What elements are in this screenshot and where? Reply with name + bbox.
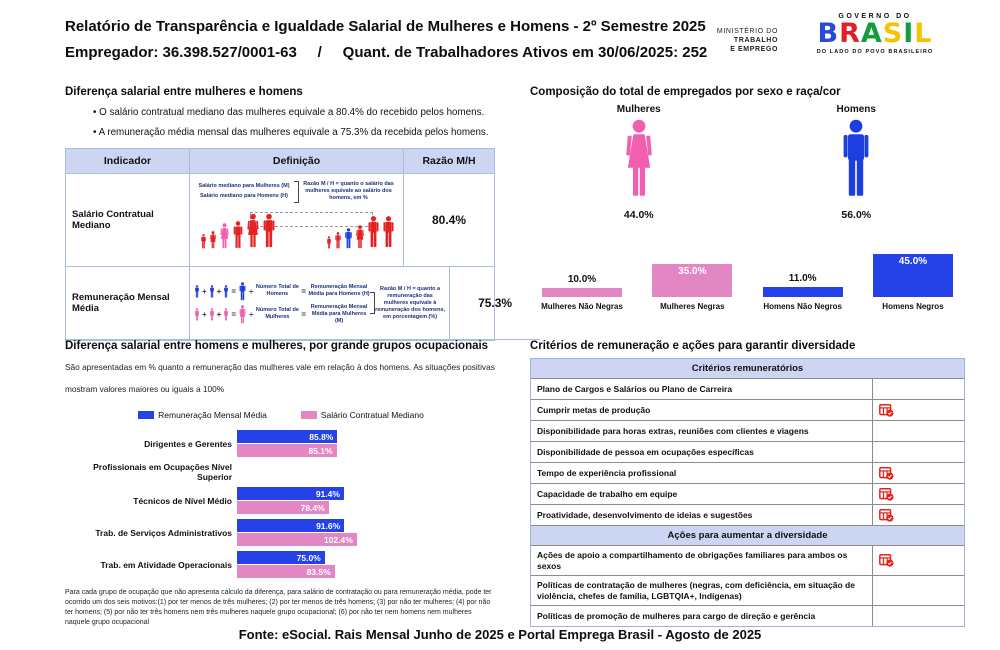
- men-pictogram-block: [781, 104, 931, 221]
- ministry-line1: MINISTÉRIO DO: [716, 28, 778, 35]
- person-icon: [326, 236, 332, 249]
- bar-value-label: 91.6%: [316, 520, 341, 531]
- indicator-table-header: [66, 149, 494, 174]
- bullet-median-salary: • O salário contratual mediano das mulheres equivale a 80.4% do recebido pelos homens.: [93, 107, 495, 118]
- person-icon: [200, 234, 207, 249]
- occupation-bars: [237, 487, 344, 514]
- definition-cell: [190, 174, 404, 267]
- def-line-men: Salário mediano para Homens (H): [199, 193, 288, 199]
- occupational-footnote: Para cada grupo de ocupação que não apresenta cálculo da diferença, para salário de contratação ou para remuneração média, pode ter ocorrido um dos seis motivos:(1) por ter menos de três mulheres; (2) por ter menos de três homens; (3) por não ter mulheres; (4) por não ter homens; (5) por não ter três homens nem três mulheres naquele grupo ocupacional; (6) por não ter nem homens nem mulheres naquele grupo ocupacional: [65, 589, 492, 626]
- occupation-row: [65, 430, 497, 457]
- bar-wrap: [640, 235, 744, 297]
- bullet-mean-remuneration: • A remuneração média mensal das mulheres equivale a 75.3% da recebida pelos homens.: [93, 127, 495, 138]
- legend-swatch-blue: [138, 411, 154, 419]
- bar-category-label: Mulheres Não Negras: [541, 302, 623, 311]
- source-footer: Fonte: eSocial. Rais Mensal Junho de 2025 e Portal Emprega Brasil - Agosto de 2025: [238, 627, 762, 642]
- bar-value-label: 75.0%: [296, 552, 321, 563]
- criteria-flag-cell: [872, 463, 964, 483]
- col-definicao: Definição: [190, 149, 404, 174]
- criteria-label: Políticas de contratação de mulheres (negras, com deficiência, em situação de violência, chefes de família, LGBTQIA+, Indígenas): [537, 580, 855, 601]
- bar-value-label: 45.0%: [898, 256, 928, 268]
- legend-label: Salário Contratual Mediano: [320, 410, 424, 420]
- gender-pictograms: [530, 104, 965, 221]
- women-percentage: 44.0%: [623, 209, 654, 221]
- occupational-bar-chart: [65, 430, 497, 578]
- men-formula: + + = ÷ Número Total de Homens = Remuneração Mensal Média para Homens (H): [194, 282, 370, 301]
- criteria-flag-cell: [872, 421, 964, 441]
- occupation-row: [65, 551, 497, 578]
- bar-remuneracao: [237, 487, 344, 500]
- criteria-row: [531, 576, 964, 606]
- brasil-letter: L: [914, 18, 933, 49]
- occupation-label: Profissionais em Ocupações Nível Superior: [93, 462, 232, 482]
- check-flag-icon: [879, 554, 894, 567]
- occupation-bars: [237, 519, 357, 546]
- bar-category-label: Mulheres Negras: [660, 302, 725, 311]
- page-title: Relatório de Transparência e Igualdade Salarial de Mulheres e Homens - 2º Semestre 2025: [65, 18, 706, 35]
- composition-bar-group: [751, 235, 855, 311]
- person-icon-highlight-woman: [219, 223, 230, 249]
- person-icon: [223, 285, 229, 298]
- check-flag-icon: [879, 509, 894, 522]
- gov-logo-tagline: DO LADO DO POVO BRASILEIRO: [816, 49, 934, 55]
- criteria-row: [531, 606, 964, 626]
- criteria-flag-cell: [872, 576, 964, 605]
- brasil-letter: R: [839, 18, 861, 49]
- col-razao: Razão M/H: [404, 149, 494, 174]
- bar-salario: [237, 444, 337, 457]
- gov-logo-top-text: GOVERNO DO: [838, 13, 912, 20]
- men-percentage: 56.0%: [841, 209, 872, 221]
- occupation-row: [65, 519, 497, 546]
- bar-category-label: Homens Negros: [882, 302, 944, 311]
- bar-value-label: 91.4%: [315, 488, 340, 499]
- bar-salario: [237, 533, 357, 546]
- criteria-label: Políticas de promoção de mulheres para cargo de direção e gerência: [537, 610, 816, 621]
- composition-bar-group: [530, 235, 634, 311]
- brasil-letter: I: [903, 18, 915, 49]
- gov-brasil-logo: [795, 13, 955, 55]
- occupational-note: São apresentadas em % quanto a remuneração das mulheres vale em relação à dos homens. As situações positivas mostram valores maiores ou iguais a 100%: [65, 362, 495, 394]
- person-icon: [194, 285, 200, 298]
- ratio-value: 80.4%: [404, 174, 494, 267]
- table-row-median-salary: [66, 174, 494, 267]
- header: [65, 18, 765, 61]
- person-icon: [382, 215, 395, 249]
- criteria-section-header: Ações para aumentar a diversidade: [531, 526, 964, 546]
- ratio-value: 75.3%: [450, 267, 540, 340]
- bar: [873, 254, 953, 297]
- person-icon: [209, 231, 217, 249]
- criteria-row: [531, 442, 964, 463]
- criteria-row: [531, 379, 964, 400]
- criteria-row: [531, 484, 964, 505]
- woman-icon: [621, 119, 657, 199]
- bar-wrap: [530, 235, 634, 297]
- person-icon: [238, 282, 247, 301]
- legend-item: [138, 410, 267, 420]
- ministry-line3: E EMPREGO: [730, 46, 778, 53]
- ministry-logo: [717, 27, 778, 54]
- def-line-women: Salário mediano para Mulheres (M): [198, 183, 290, 189]
- criteria-label: Plano de Cargos e Salários ou Plano de Carreira: [537, 383, 733, 394]
- men-label: Homens: [836, 104, 876, 115]
- occupation-bars: [237, 551, 335, 578]
- indicator-label: Remuneração Mensal Média: [66, 267, 190, 340]
- bar-wrap: [751, 235, 855, 297]
- occupation-label: Dirigentes e Gerentes: [144, 438, 232, 449]
- brasil-wordmark: [795, 20, 955, 48]
- composition-title: Composição do total de empregados por sexo e raça/cor: [530, 86, 841, 98]
- page-subtitle: Empregador: 36.398.527/0001-63 / Quant. de Trabalhadores Ativos em 30/06/2025: 252: [65, 44, 708, 61]
- occupation-label: Trab. de Serviços Administrativos: [95, 527, 232, 538]
- criteria-flag-cell: [872, 400, 964, 420]
- women-group-pictogram: [200, 213, 276, 249]
- criteria-label: Tempo de experiência profissional: [537, 467, 677, 478]
- criteria-label: Ações de apoio a compartilhamento de obrigações familiares para ambos os sexos: [537, 550, 848, 571]
- men-divisor: Número Total de Homens: [255, 284, 299, 297]
- women-label: Mulheres: [616, 104, 661, 115]
- criteria-label: Disponibilidade de pessoa em ocupações específicas: [537, 446, 754, 457]
- person-icon: [223, 308, 229, 321]
- indicator-label: Salário Contratual Mediano: [66, 174, 190, 267]
- occupation-row: [65, 462, 497, 482]
- race-gender-bar-chart: [530, 235, 965, 311]
- bar-remuneracao: [237, 519, 344, 532]
- salary-diff-bullets: [93, 107, 495, 138]
- criteria-label: Proatividade, desenvolvimento de ideias e sugestões: [537, 509, 753, 520]
- bar-category-label: Homens Não Negros: [763, 302, 842, 311]
- section-composition: [530, 86, 965, 311]
- bar-wrap: [861, 235, 965, 297]
- person-icon: [262, 213, 276, 249]
- section-salary-difference: [65, 86, 513, 341]
- criteria-flag-cell: [872, 484, 964, 504]
- criteria-section-header: Critérios remuneratórios: [531, 359, 964, 379]
- bar: [542, 288, 622, 298]
- bar-remuneracao: [237, 430, 337, 443]
- bar-value-label: 85.1%: [308, 445, 333, 456]
- criteria-label: Capacidade de trabalho em equipe: [537, 488, 678, 499]
- criteria-title: Critérios de remuneração e ações para garantir diversidade: [530, 340, 856, 352]
- composition-bar-group: [640, 235, 744, 311]
- bar: [763, 287, 843, 297]
- legend-item: [301, 410, 424, 420]
- criteria-label: Disponibilidade para horas extras, reuniões com clientes e viagens: [537, 425, 809, 436]
- criteria-flag-cell: [872, 442, 964, 462]
- women-formula: + + = ÷ Número Total de Mulheres = Remuneração Mensal Média para Mulheres (M): [194, 304, 370, 325]
- occupation-row: [65, 487, 497, 514]
- def-ratio-note: Razão M / H = quanto a remuneração das mulheres equivale à remuneração dos homens, em porcentagem (%): [375, 285, 446, 320]
- person-icon: [367, 215, 380, 249]
- women-divisor: Número Total de Mulheres: [255, 307, 299, 320]
- criteria-label: Cumprir metas de produção: [537, 404, 651, 415]
- person-icon: [238, 305, 247, 324]
- person-icon: [209, 285, 215, 298]
- criteria-row: [531, 421, 964, 442]
- salary-diff-title: Diferença salarial entre mulheres e homens: [65, 86, 303, 98]
- occupation-label: Trab. em Atividade Operacionais: [100, 559, 232, 570]
- person-icon: [194, 308, 200, 321]
- criteria-row: [531, 505, 964, 526]
- criteria-flag-cell: [872, 379, 964, 399]
- person-icon: [209, 308, 215, 321]
- section-criteria: [530, 340, 965, 627]
- person-icon: [334, 232, 342, 249]
- bar-value-label: 35.0%: [678, 265, 707, 277]
- check-flag-icon: [879, 404, 894, 417]
- col-indicador: Indicador: [66, 149, 190, 174]
- bar-value-label: 78.4%: [300, 502, 325, 513]
- indicator-table: [65, 148, 513, 341]
- bar-remuneracao: [237, 551, 325, 564]
- def-ratio-note: Razão M / H = quanto o salário das mulheres equivale ao salário dos homens, em %: [303, 181, 394, 201]
- bar-salario: [237, 501, 329, 514]
- bar-value-label: 102.4%: [323, 534, 353, 545]
- population-pictogram: [194, 207, 399, 251]
- composition-bar-group: [861, 235, 965, 311]
- occupation-label: Técnicos de Nível Médio: [133, 495, 232, 506]
- ministry-line2: TRABALHO: [733, 37, 778, 44]
- criteria-flag-cell: [872, 505, 964, 525]
- criteria-row: [531, 546, 964, 576]
- legend-label: Remuneração Mensal Média: [158, 410, 267, 420]
- bar-salario: [237, 565, 335, 578]
- women-result: Remuneração Mensal Média para Mulheres (M): [310, 303, 368, 324]
- check-flag-icon: [879, 467, 894, 480]
- person-icon-highlight-man: [344, 228, 353, 249]
- man-icon: [838, 119, 874, 199]
- bar-value-label: 83.5%: [306, 566, 331, 577]
- women-pictogram-block: [564, 104, 714, 221]
- person-icon: [232, 221, 244, 249]
- occupation-bars: [237, 430, 337, 457]
- brasil-letter: B: [817, 18, 840, 49]
- definition-cell: [190, 267, 450, 340]
- chart-legend: [65, 410, 497, 420]
- bar-value-label: 11.0%: [788, 272, 817, 284]
- men-group-pictogram: [326, 215, 395, 249]
- brasil-letter: A: [860, 18, 883, 49]
- criteria-flag-cell: [872, 546, 964, 575]
- legend-swatch-pink: [301, 411, 317, 419]
- criteria-table: [530, 358, 965, 627]
- men-result: Remuneração Mensal Média para Homens (H): [308, 284, 370, 297]
- bracket-shape: [294, 181, 299, 203]
- section-occupational: [65, 340, 497, 628]
- bar-value-label: 10.0%: [567, 273, 597, 285]
- check-flag-icon: [879, 488, 894, 501]
- criteria-flag-cell: [872, 606, 964, 626]
- brasil-letter: S: [882, 18, 904, 49]
- occupational-title: Diferença salarial entre homens e mulheres, por grande grupos ocupacionais: [65, 340, 489, 352]
- criteria-row: [531, 463, 964, 484]
- person-icon: [246, 213, 260, 249]
- criteria-row: [531, 400, 964, 421]
- bar-value-label: 85.8%: [309, 431, 334, 442]
- person-icon: [355, 225, 365, 249]
- table-row-mean-remuneration: [66, 267, 513, 340]
- bar: [652, 264, 732, 297]
